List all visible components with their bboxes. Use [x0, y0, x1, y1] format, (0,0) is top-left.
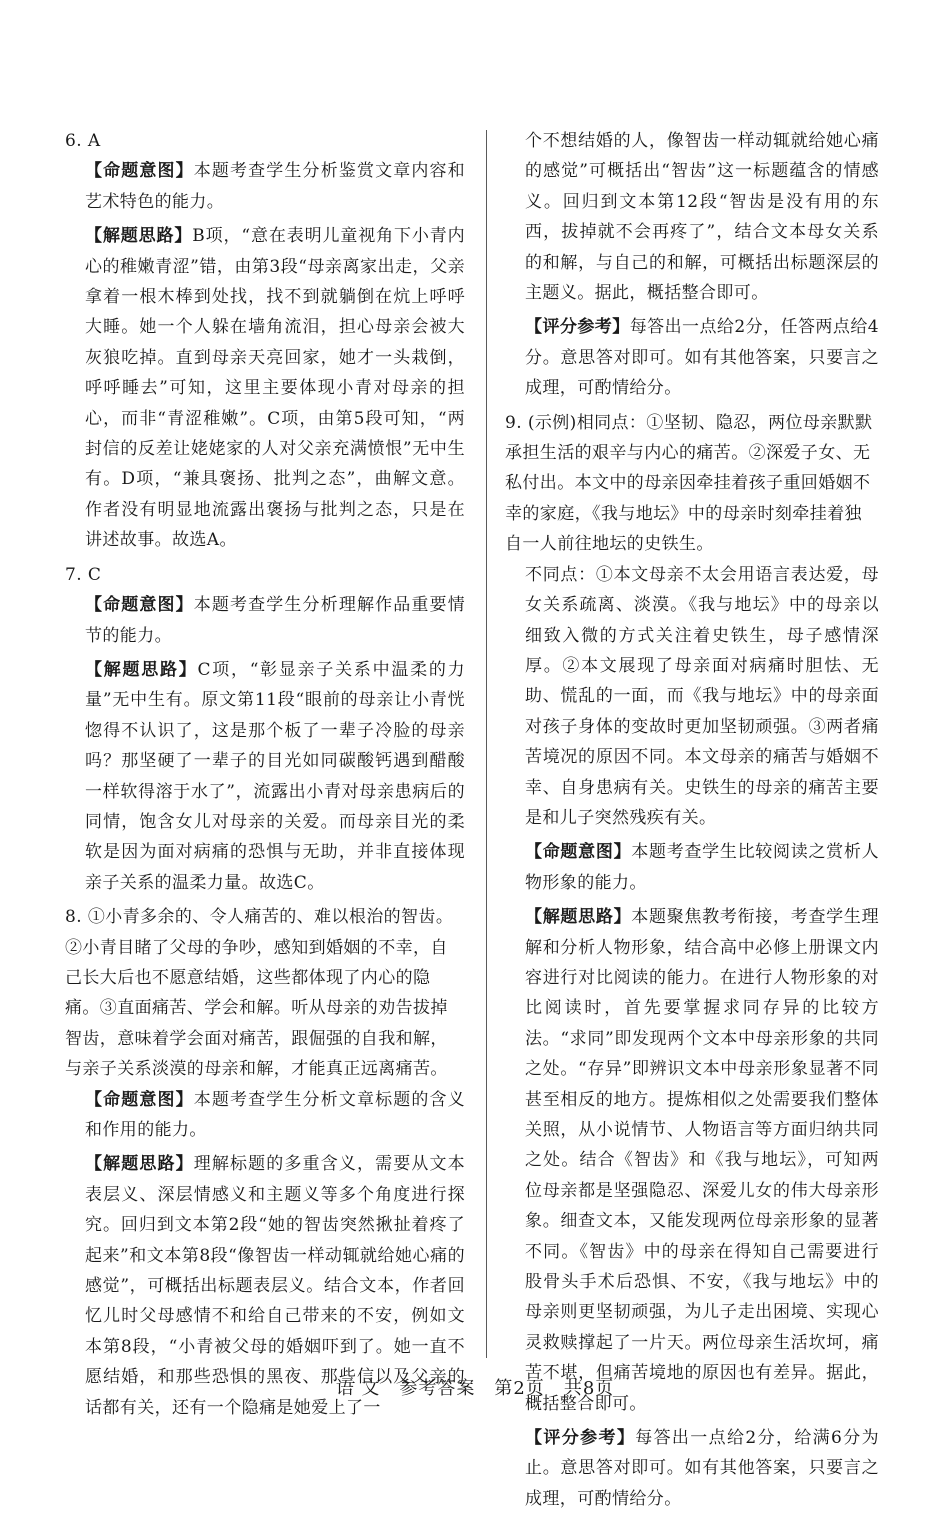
section-tag: 【命题意图】: [525, 842, 632, 863]
section-tag: 【评分参考】: [525, 1428, 636, 1449]
paragraph-text: 本题考查学生分析理解作品重要情节的能力。: [85, 595, 465, 646]
explanation-paragraph: [65, 1085, 465, 1146]
page-footer: 语 文 参考答案 第2页 共8页: [335, 1378, 615, 1399]
column-divider: [486, 130, 487, 1358]
paragraph-text: 6. A: [65, 131, 101, 151]
paragraph-text: C项，“彰显亲子关系中温柔的力量”无中生有。原文第11段“眼前的母亲让小青恍惚得不认识了，这是那个板了一辈子冷脸的母亲吗？那坚硬了一辈子的目光如同碳酸钙遇到醋酸一样软得溶于水了”，流露出小青对母亲患病后的同情，饱含女儿对母亲的关爱。而母亲目光的柔软是因为面对病痛的恐惧与无助，并非直接体现亲子关系的温柔力量。故选C。: [85, 659, 465, 893]
paragraph-text: 每答出一点给2分，给满6分为止。意思答对即可。如有其他答案，只要言之成理，可酌情给分。: [525, 1428, 879, 1509]
paragraph-text: 9. (示例)相同点：①坚韧、隐忍，两位母亲默默承担生活的艰辛与内心的痛苦。②深爱子女、无私付出。本文中的母亲因牵挂着孩子重回婚姻不幸的家庭，《我与地坛》中的母亲时刻牵挂着独自一人前往地坛的史铁生。: [505, 412, 873, 555]
section-tag: 【解题思路】: [85, 659, 198, 680]
question-answer: [505, 408, 879, 560]
explanation-paragraph: [505, 902, 879, 1419]
continuation-paragraph: [505, 560, 879, 834]
paragraph-text: 每答出一点给2分，任答两点给4分。意思答对即可。如有其他答案，只要言之成理，可酌情给分。: [525, 317, 879, 399]
paragraph-text: 本题考查学生比较阅读之赏析人物形象的能力。: [525, 842, 879, 893]
section-tag: 【解题思路】: [525, 907, 632, 928]
section-tag: 【命题意图】: [85, 1089, 194, 1110]
explanation-paragraph: [65, 221, 465, 555]
explanation-paragraph: [505, 837, 879, 898]
section-tag: 【命题意图】: [85, 161, 194, 182]
paragraph-text: 7. C: [65, 564, 102, 585]
paragraph-text: 本题考查学生分析鉴赏文章内容和艺术特色的能力。: [85, 161, 465, 212]
explanation-paragraph: [505, 312, 879, 403]
section-tag: 【解题思路】: [85, 226, 193, 247]
paragraph-text: 本题聚焦教考衔接，考查学生理解和分析人物形象，结合高中必修上册课文内容进行对比阅读的能力。在进行人物形象的对比阅读时，首先要掌握求同存异的比较方法。“求同”即发现两个文本中母亲形象的共同之处。“存异”即辨识文本中母亲形象显著不同甚至相反的地方。提炼相似之处需要我们整体关照，从小说情节、人物语言等方面归纳共同之处。结合《智齿》和《我与地坛》，可知两位母亲都是坚强隐忍、深爱儿女的伟大母亲形象。细查文本，又能发现两位母亲形象的显著不同。《智齿》中的母亲在得知自己需要进行股骨头手术后恐惧、不安，《我与地坛》中的母亲则更坚韧顽强，为儿子走出困境、实现心灵救赎撑起了一片天。两位母亲生活坎坷，痛苦不堪，但痛苦境地的原因也有差异。据此，概括整合即可。: [525, 907, 879, 1414]
left-column: [65, 126, 465, 1427]
continuation-paragraph: [505, 126, 879, 308]
question-answer: [65, 126, 465, 156]
paragraph-text: B项，“意在表明儿童视角下小青内心的稚嫩青涩”错，由第3段“母亲离家出走，父亲拿着一根木棒到处找，找不到就躺倒在炕上呼呼大睡。她一个人躲在墙角流泪，担心母亲会被大灰狼吃掉。直到母亲天亮回家，她才一头栽倒，呼呼睡去”可知，这里主要体现小青对母亲的担心，而非“青涩稚嫩”。C项，由第5段可知，“两封信的反差让姥姥家的人对父亲充满愤恨”无中生有。D项，“兼具褒扬、批判之态”，曲解文意。作者没有明显地流露出褒扬与批判之态，只是在讲述故事。故选A。: [85, 226, 465, 551]
explanation-paragraph: [65, 590, 465, 651]
paragraph-text: 理解标题的多重含义，需要从文本表层义、深层情感义和主题义等多个角度进行探究。回归到文本第2段“她的智齿突然揪扯着疼了起来”和文本第8段“像智齿一样动辄就给她心痛的感觉”，可概括出标题表层义。结合文本，作者回忆儿时父母感情不和给自己带来的不安，例如文本第8段，“小青被父母的婚姻吓到了。她一直不愿结婚，和那些恐惧的黑夜、那些信以及父亲的话都有关，还有一个隐痛是她爱上了一: [85, 1154, 465, 1418]
explanation-paragraph: [505, 1423, 879, 1514]
paragraph-text: 个不想结婚的人，像智齿一样动辄就给她心痛的感觉”可概括出“智齿”这一标题蕴含的情感义。回归到文本第12段“智齿是没有用的东西，拔掉就不会再疼了”，结合文本母女关系的和解，与自己的和解，可概括出标题深层的主题义。据此，概括整合即可。: [525, 131, 879, 304]
section-tag: 【解题思路】: [85, 1154, 194, 1175]
explanation-paragraph: [65, 156, 465, 217]
paragraph-text: 本题考查学生分析文章标题的含义和作用的能力。: [85, 1089, 465, 1140]
paragraph-text: 不同点：①本文母亲不太会用语言表达爱，母女关系疏离、淡漠。《我与地坛》中的母亲以细致入微的方式关注着史铁生，母子感情深厚。②本文展现了母亲面对病痛时胆怯、无助、慌乱的一面，而《我与地坛》中的母亲面对孩子身体的变故时更加坚韧顽强。③两者痛苦境况的原因不同。本文母亲的痛苦与婚姻不幸、自身患病有关。史铁生的母亲的痛苦主要是和儿子突然残疾有关。: [525, 564, 879, 828]
explanation-paragraph: [65, 655, 465, 898]
section-tag: 【命题意图】: [85, 595, 194, 616]
section-tag: 【评分参考】: [525, 317, 630, 338]
question-answer: [65, 560, 465, 590]
paragraph-text: 8. ①小青多余的、令人痛苦的、难以根治的智齿。②小青目睹了父母的争吵，感知到婚姻的不幸，自己长大后也不愿意结婚，这些都体现了内心的隐痛。③直面痛苦、学会和解。听从母亲的劝告拔掉智齿，意味着学会面对痛苦，跟倔强的自我和解，与亲子关系淡漠的母亲和解，才能真正远离痛苦。: [65, 907, 454, 1080]
question-answer: [65, 902, 465, 1084]
right-column: [505, 126, 879, 1518]
